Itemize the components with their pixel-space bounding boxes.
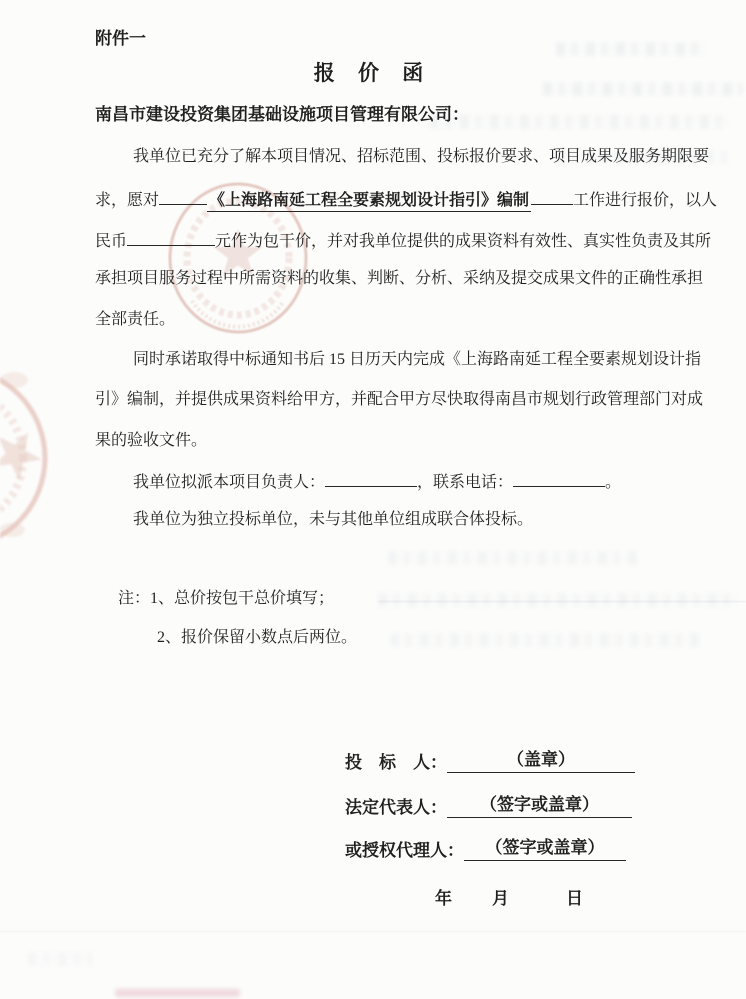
project-name-underlined: 《上海路南延工程全要素规划设计指引》编制	[207, 192, 531, 212]
leader-name-blank-field	[325, 470, 417, 487]
paragraph3-line	[133, 470, 621, 493]
edge-seal-stamp	[0, 358, 70, 558]
contact-phone-label: ，联系电话：	[417, 474, 514, 491]
date-day-label: 日	[566, 889, 583, 908]
bleed-through-artifact	[556, 42, 706, 56]
bleed-through-artifact	[378, 593, 738, 607]
blank-field	[159, 188, 207, 205]
bidder-signature-row	[345, 745, 635, 773]
paragraph1-line5: 全部责任。	[95, 311, 176, 328]
project-leader-label: 我单位拟派本项目负责人：	[133, 474, 326, 491]
paragraph2-line3: 果的验收文件。	[95, 432, 208, 449]
legal-representative-label: 法定代表人：	[345, 798, 447, 817]
attachment-label: 附件一	[95, 29, 146, 48]
paragraph1-line2	[95, 188, 717, 211]
paragraph1-line2-prefix: 求，愿对	[95, 192, 160, 209]
paragraph1-line3	[95, 229, 711, 252]
scan-line-artifact	[378, 601, 746, 602]
paragraph3-period: 。	[605, 474, 622, 491]
paragraph2-line1: 同时承诺取得中标通知书后 15 日历天内完成《上海路南延工程全要素规划设计指	[133, 351, 702, 368]
bleed-through-artifact	[388, 551, 638, 565]
date-year-label: 年	[435, 889, 452, 908]
authorized-agent-signature-line: （签字或盖章）	[464, 833, 626, 861]
scan-smudge-artifact	[115, 989, 240, 997]
blank-field	[531, 188, 573, 205]
paragraph1-line3-prefix: 民币	[95, 233, 128, 250]
paragraph4-line: 我单位为独立投标单位，未与其他单位组成联合体投标。	[133, 511, 534, 528]
bidder-signature-line: （盖章）	[447, 745, 635, 773]
legal-representative-signature-line: （签字或盖章）	[447, 790, 632, 818]
note-line-1: 注：1、总价按包干总价填写；	[118, 590, 335, 607]
authorized-agent-label: 或授权代理人：	[345, 841, 464, 860]
authorized-agent-signature-row	[345, 833, 626, 861]
date-month-label: 月	[492, 889, 509, 908]
phone-blank-field	[513, 470, 605, 487]
page-title: 报 价 函	[313, 61, 433, 85]
paragraph1-line4: 承担项目服务过程中所需资料的收集、判断、分析、采纳及提交成果文件的正确性承担	[95, 270, 704, 287]
bleed-through-artifact	[430, 115, 730, 129]
scan-line-artifact	[0, 931, 746, 932]
paragraph1-line3-suffix: 元作为包干价，并对我单位提供的成果资料有效性、真实性负责及其所	[215, 233, 712, 250]
bleed-through-artifact	[390, 633, 700, 647]
bidder-label: 投 标 人：	[345, 753, 447, 772]
addressee-line: 南昌市建设投资集团基础设施项目管理有限公司：	[95, 105, 469, 124]
note-line-2: 2、报价保留小数点后两位。	[157, 629, 358, 646]
price-blank-field	[127, 229, 215, 246]
legal-representative-signature-row	[345, 790, 632, 818]
paragraph1-line2-suffix: 工作进行报价，以人	[573, 192, 718, 209]
paragraph1-line1: 我单位已充分了解本项目情况、招标范围、投标报价要求、项目成果及服务期限要	[133, 148, 710, 165]
bleed-through-artifact	[28, 952, 92, 966]
paragraph2-line2: 引》编制，并提供成果资料给甲方，并配合甲方尽快取得南昌市规划行政管理部门对成	[95, 391, 704, 408]
